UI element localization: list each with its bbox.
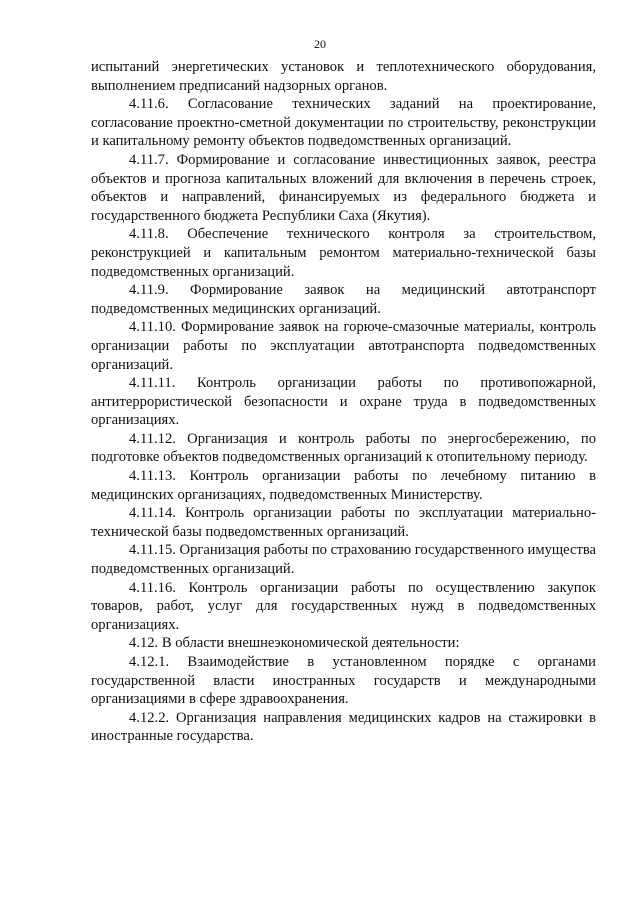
paragraph-4-11-12: 4.11.12. Организация и контроль работы по энергосбережению, по подготовке объектов подведомственных организаций к отопительному периоду. (91, 430, 596, 466)
page-number: 20 (314, 37, 326, 51)
paragraph-4-12-2: 4.12.2. Организация направления медицинских кадров на стажировки в иностранные государства. (91, 709, 596, 745)
document-body (91, 58, 596, 746)
paragraph-4-11-6: 4.11.6. Согласование технических заданий на проектирование, согласование проектно-сметной документации по строительству, реконструкции и капитальному ремонту объектов подведомственных организаций. (91, 96, 596, 150)
paragraph-4-11-14: 4.11.14. Контроль организации работы по эксплуатации материально-технической базы подведомственных организаций. (91, 505, 596, 540)
paragraph-4-11-16: 4.11.16. Контроль организации работы по осуществлению закупок товаров, работ, услуг для государственных нужд в подведомственных организациях. (91, 579, 596, 633)
section-heading-4-12: 4.12. В области внешнеэкономической деятельности: (129, 635, 460, 652)
paragraph-4-11-10: 4.11.10. Формирование заявок на горюче-смазочные материалы, контроль организации работы по эксплуатации автотранспорта подведомственных организаций. (91, 319, 596, 373)
paragraph-4-11-15: 4.11.15. Организация работы по страхованию государственного имущества подведомственных организаций. (91, 542, 596, 578)
paragraph-4-11-7: 4.11.7. Формирование и согласование инвестиционных заявок, реестра объектов и прогноза капитальных вложений для включения в перечень строек, объектов и направлений, финансируемых из федерального бюджета и государственного бюджета Республики Саха (Якутия). (91, 151, 596, 224)
paragraph-4-11-13: 4.11.13. Контроль организации работы по лечебному питанию в медицинских организациях, подведомственных Министерству. (91, 468, 596, 503)
paragraph-4-12-1: 4.12.1. Взаимодействие в установленном порядке с органами государственной власти иностранных государств и международными организациями в сфере здравоохранения. (91, 654, 596, 708)
paragraph-4-11-9: 4.11.9. Формирование заявок на медицинский автотранспорт подведомственных медицинских организаций. (91, 282, 596, 317)
paragraph-4-11-8: 4.11.8. Обеспечение технического контроля за строительством, реконструкцией и капитальным ремонтом материально-технической базы подведомственных организаций. (91, 226, 596, 280)
paragraph-continuation: испытаний энергетических установок и теплотехнического оборудования, выполнением предписаний надзорных органов. (91, 59, 596, 94)
paragraph-4-11-11: 4.11.11. Контроль организации работы по противопожарной, антитеррористической безопасности и охране труда в подведомственных организациях. (91, 375, 596, 429)
